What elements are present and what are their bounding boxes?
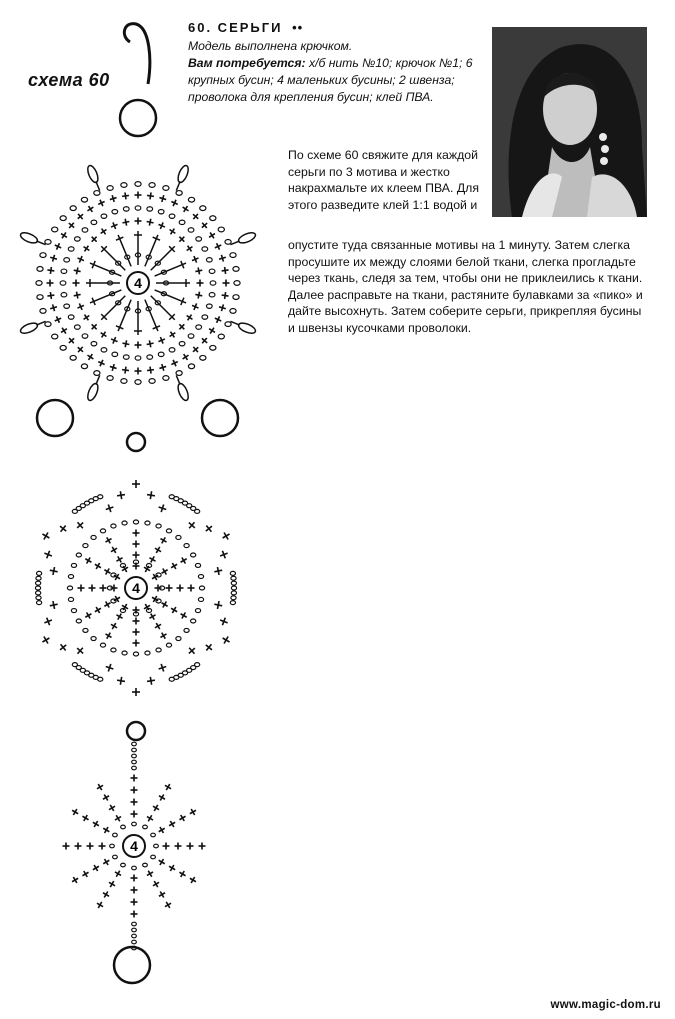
chain-stitch bbox=[196, 237, 202, 241]
chain-stitch bbox=[163, 376, 169, 381]
bead bbox=[120, 100, 156, 136]
chain-stitch bbox=[121, 825, 126, 829]
scheme-label: схема 60 bbox=[28, 70, 110, 90]
chain-stitch bbox=[202, 315, 208, 319]
site-watermark: www.magic-dom.ru bbox=[550, 999, 661, 1011]
stitch-mark bbox=[147, 222, 154, 223]
chain-stitch bbox=[176, 371, 182, 376]
chain-stitch bbox=[143, 825, 148, 829]
chain-stitch bbox=[70, 206, 76, 211]
chain-stitch bbox=[225, 239, 231, 244]
chain-stitch bbox=[37, 295, 43, 300]
motif-medium bbox=[35, 480, 236, 696]
chain-stitch bbox=[35, 586, 40, 590]
chain-stitch bbox=[121, 863, 126, 867]
picot-stem bbox=[96, 375, 100, 384]
chain-stitch bbox=[72, 663, 77, 667]
article-number-title: 60. СЕРЬГИ bbox=[188, 20, 283, 35]
chain-stitch bbox=[107, 186, 113, 191]
bead bbox=[127, 433, 145, 451]
stitch-mark bbox=[117, 680, 125, 681]
stitch-mark bbox=[147, 680, 155, 681]
chain-stitch bbox=[179, 341, 185, 345]
center-ring-label: 4 bbox=[130, 838, 138, 854]
chain-stitch bbox=[67, 586, 72, 590]
stitch-mark bbox=[117, 495, 125, 496]
picot bbox=[237, 321, 257, 335]
chain-stitch bbox=[158, 352, 164, 356]
chain-stitch bbox=[111, 648, 116, 652]
chain-stitch bbox=[37, 267, 43, 272]
chain-stitch bbox=[60, 216, 66, 221]
chain-stitch bbox=[196, 325, 202, 329]
picot-stem bbox=[36, 321, 45, 325]
bead bbox=[202, 400, 238, 436]
chain-stitch bbox=[132, 760, 137, 764]
chain-stitch bbox=[231, 591, 236, 595]
materials-label: Вам потребуется: bbox=[188, 56, 306, 70]
chain-stitch bbox=[151, 833, 156, 837]
stitch-mark bbox=[147, 343, 154, 344]
chain-stitch bbox=[230, 253, 236, 258]
stitch-mark bbox=[122, 343, 129, 344]
chain-stitch bbox=[143, 863, 148, 867]
chain-stitch bbox=[231, 576, 236, 580]
chain-stitch bbox=[132, 940, 137, 944]
chain-stitch bbox=[179, 220, 185, 224]
chain-stitch bbox=[195, 563, 200, 567]
chain-stitch bbox=[123, 207, 129, 211]
chain-stitch bbox=[147, 207, 153, 211]
stitch-spoke bbox=[101, 296, 125, 320]
stitch-mark bbox=[122, 370, 129, 371]
chain-stitch bbox=[36, 576, 41, 580]
picot bbox=[86, 164, 100, 184]
chain-stitch bbox=[210, 345, 216, 350]
chain-stitch bbox=[45, 239, 51, 244]
chain-stitch bbox=[191, 553, 196, 557]
chain-stitch bbox=[132, 766, 137, 770]
article-title bbox=[188, 20, 303, 35]
chain-stitch bbox=[68, 247, 74, 251]
stitch-mark bbox=[53, 567, 55, 575]
chain-stitch bbox=[149, 183, 155, 188]
chain-stitch bbox=[166, 643, 171, 647]
chain-stitch bbox=[110, 844, 115, 848]
stitch-mark bbox=[53, 255, 55, 262]
picot-stem bbox=[230, 241, 239, 245]
chain-stitch bbox=[176, 637, 181, 641]
chain-stitch bbox=[121, 379, 127, 384]
chain-stitch bbox=[234, 281, 240, 286]
stitch-mark bbox=[225, 292, 226, 299]
chain-stitch bbox=[82, 334, 88, 338]
bead bbox=[127, 722, 145, 740]
chain-stitch bbox=[166, 529, 171, 533]
stitch-mark bbox=[110, 198, 117, 200]
picot-stem bbox=[96, 181, 100, 190]
chain-stitch bbox=[218, 227, 224, 232]
chain-stitch bbox=[101, 348, 107, 352]
stitch-mark bbox=[217, 601, 219, 609]
stitch-mark bbox=[53, 601, 55, 609]
chain-stitch bbox=[121, 183, 127, 188]
stitch-mark bbox=[198, 267, 199, 274]
chain-stitch bbox=[163, 186, 169, 191]
ear-hook bbox=[124, 24, 149, 84]
chain-stitch bbox=[176, 191, 182, 196]
chain-stitch bbox=[199, 586, 204, 590]
chain-stitch bbox=[188, 334, 194, 338]
chain-stitch bbox=[133, 520, 138, 524]
model-photo-image bbox=[492, 27, 647, 217]
chain-stitch bbox=[169, 214, 175, 218]
chain-stitch bbox=[98, 495, 103, 499]
chain-stitch bbox=[132, 742, 137, 746]
chain-stitch bbox=[202, 247, 208, 251]
chain-stitch bbox=[188, 228, 194, 232]
chain-stitch bbox=[230, 308, 236, 313]
chain-stitch bbox=[81, 197, 87, 202]
chain-stitch bbox=[68, 315, 74, 319]
chain-stitch bbox=[45, 322, 51, 327]
chain-stitch bbox=[113, 855, 118, 859]
chain-stitch bbox=[40, 308, 46, 313]
chain-stitch bbox=[132, 866, 137, 870]
chain-stitch bbox=[112, 352, 118, 356]
instructions-main: опустите туда связанные мотивы на 1 минуту. Затем слегка просушите их между слоями белой ткани, слегка прогладьте через ткань, следя за тем, чтобы они не приклеились к ткани. Далее расправьте на ткани, растяните булавками за «пико» и дайте высохнуть. Затем соберите серьги, прикрепляя бусины и швензы кусочками проволоки. bbox=[288, 238, 643, 335]
chain-stitch bbox=[52, 334, 58, 339]
chain-stitch bbox=[122, 521, 127, 525]
chain-stitch bbox=[231, 596, 236, 600]
chain-stitch bbox=[230, 571, 235, 575]
picot-stem bbox=[230, 321, 239, 325]
chain-stitch bbox=[156, 524, 161, 528]
stitch-mark bbox=[122, 222, 129, 223]
chain-stitch bbox=[200, 355, 206, 360]
chain-stitch bbox=[188, 197, 194, 202]
difficulty-marks: •• bbox=[292, 20, 304, 35]
stitch-mark bbox=[53, 304, 55, 311]
chain-stitch bbox=[151, 855, 156, 859]
chain-stitch bbox=[135, 206, 141, 210]
chain-stitch bbox=[94, 191, 100, 196]
picot bbox=[176, 382, 190, 402]
chain-stitch bbox=[132, 822, 137, 826]
chain-stitch bbox=[91, 220, 97, 224]
chain-stitch bbox=[206, 304, 212, 308]
stitch-mark bbox=[221, 304, 223, 311]
article-intro bbox=[188, 38, 484, 106]
chain-stitch bbox=[101, 214, 107, 218]
stitch-mark bbox=[110, 366, 117, 368]
chain-stitch bbox=[107, 376, 113, 381]
chain-stitch bbox=[135, 380, 141, 385]
chain-stitch bbox=[132, 934, 137, 938]
picot-stem bbox=[36, 241, 45, 245]
chain-stitch bbox=[218, 334, 224, 339]
chain-stitch bbox=[132, 748, 137, 752]
chain-stitch bbox=[60, 345, 66, 350]
stitch-spoke bbox=[151, 296, 175, 320]
stitch-mark bbox=[77, 292, 78, 299]
stitch-spoke bbox=[101, 246, 125, 270]
stitch-mark bbox=[221, 255, 223, 262]
stitch-mark bbox=[198, 292, 199, 299]
chain-stitch bbox=[100, 529, 105, 533]
chain-stitch bbox=[135, 356, 141, 360]
materials-text: х/б нить №10; крючок №1; 6 крупных бусин; 4 маленьких бусины; 2 швенза; проволока для крепления бусин; клей ПВА. bbox=[188, 56, 473, 104]
chain-stitch bbox=[91, 535, 96, 539]
chain-stitch bbox=[169, 677, 174, 681]
model-photo bbox=[492, 27, 647, 217]
chain-stitch bbox=[169, 348, 175, 352]
chain-stitch bbox=[154, 844, 159, 848]
chain-stitch bbox=[36, 581, 41, 585]
chain-stitch bbox=[83, 628, 88, 632]
chain-stitch bbox=[132, 928, 137, 932]
intro-line: Модель выполнена крючком. bbox=[188, 39, 353, 53]
stitch-mark bbox=[147, 495, 155, 496]
chain-stitch bbox=[123, 355, 129, 359]
chain-stitch bbox=[133, 652, 138, 656]
stitch-mark bbox=[50, 292, 51, 299]
picot-stem bbox=[176, 375, 180, 384]
chain-stitch bbox=[94, 371, 100, 376]
chain-stitch bbox=[184, 628, 189, 632]
stitch-mark bbox=[50, 267, 51, 274]
chain-stitch bbox=[36, 596, 41, 600]
chain-stitch bbox=[37, 601, 42, 605]
chain-stitch bbox=[68, 597, 73, 601]
chain-stitch bbox=[112, 209, 118, 213]
picot bbox=[237, 231, 257, 245]
chain-stitch bbox=[132, 754, 137, 758]
chain-stitch bbox=[233, 295, 239, 300]
chain-stitch bbox=[231, 581, 236, 585]
chain-stitch bbox=[206, 258, 212, 262]
chain-stitch bbox=[64, 258, 70, 262]
motif-small bbox=[63, 742, 206, 950]
chain-stitch bbox=[68, 575, 73, 579]
stitch-mark bbox=[159, 198, 166, 200]
stitch-mark bbox=[159, 366, 166, 368]
chain-stitch bbox=[198, 597, 203, 601]
picot bbox=[19, 321, 39, 335]
center-ring-label: 4 bbox=[132, 580, 140, 596]
bead bbox=[37, 400, 73, 436]
center-ring-label: 4 bbox=[134, 275, 142, 291]
chain-stitch bbox=[191, 619, 196, 623]
picot-stem bbox=[176, 181, 180, 190]
chain-stitch bbox=[81, 364, 87, 369]
chain-stitch bbox=[76, 553, 81, 557]
chain-stitch bbox=[40, 253, 46, 258]
chain-stitch bbox=[156, 648, 161, 652]
stitch-mark bbox=[225, 267, 226, 274]
chain-stitch bbox=[158, 209, 164, 213]
chain-stitch bbox=[113, 833, 118, 837]
chain-stitch bbox=[76, 619, 81, 623]
chain-stitch bbox=[147, 355, 153, 359]
bead bbox=[114, 947, 150, 983]
chain-stitch bbox=[61, 293, 67, 297]
chain-stitch bbox=[36, 591, 41, 595]
chain-stitch bbox=[184, 544, 189, 548]
chain-stitch bbox=[230, 601, 235, 605]
chain-stitch bbox=[145, 521, 150, 525]
chain-stitch bbox=[135, 182, 141, 187]
chain-stitch bbox=[195, 609, 200, 613]
picot bbox=[86, 382, 100, 402]
chain-stitch bbox=[100, 643, 105, 647]
chain-stitch bbox=[122, 651, 127, 655]
chain-stitch bbox=[209, 269, 215, 273]
chain-stitch bbox=[231, 586, 236, 590]
chain-stitch bbox=[64, 304, 70, 308]
chain-stitch bbox=[91, 341, 97, 345]
chain-stitch bbox=[37, 571, 42, 575]
chain-stitch bbox=[52, 227, 58, 232]
stitch-mark bbox=[122, 195, 129, 196]
chain-stitch bbox=[145, 651, 150, 655]
chain-stitch bbox=[188, 364, 194, 369]
stitch-mark bbox=[77, 267, 78, 274]
chain-stitch bbox=[74, 237, 80, 241]
chain-stitch bbox=[91, 637, 96, 641]
chain-stitch bbox=[82, 228, 88, 232]
chain-stitch bbox=[132, 922, 137, 926]
chain-stitch bbox=[70, 355, 76, 360]
chain-stitch bbox=[60, 281, 66, 285]
chain-stitch bbox=[198, 575, 203, 579]
chain-stitch bbox=[61, 269, 67, 273]
chain-stitch bbox=[111, 524, 116, 528]
picot bbox=[176, 164, 190, 184]
chain-stitch bbox=[74, 325, 80, 329]
motif-large bbox=[19, 164, 257, 402]
stitch-mark bbox=[217, 567, 219, 575]
chain-stitch bbox=[210, 281, 216, 285]
chain-stitch bbox=[210, 216, 216, 221]
chain-stitch bbox=[71, 563, 76, 567]
chain-stitch bbox=[225, 322, 231, 327]
chain-stitch bbox=[71, 609, 76, 613]
chain-stitch bbox=[209, 293, 215, 297]
chain-stitch bbox=[176, 535, 181, 539]
instructions-top: По схеме 60 свяжите для каждой серьги по 3 мотива и жестко накрахмальте их клеем ПВА. Для этого разведите клей 1:1 водой и bbox=[288, 148, 480, 212]
chain-stitch bbox=[233, 267, 239, 272]
chain-stitch bbox=[83, 544, 88, 548]
chain-stitch bbox=[36, 281, 42, 286]
picot bbox=[19, 231, 39, 245]
stitch-mark bbox=[147, 195, 154, 196]
chain-stitch bbox=[200, 206, 206, 211]
stitch-spoke bbox=[151, 246, 175, 270]
chain-stitch bbox=[149, 379, 155, 384]
stitch-mark bbox=[147, 370, 154, 371]
chain-stitch bbox=[195, 509, 200, 513]
